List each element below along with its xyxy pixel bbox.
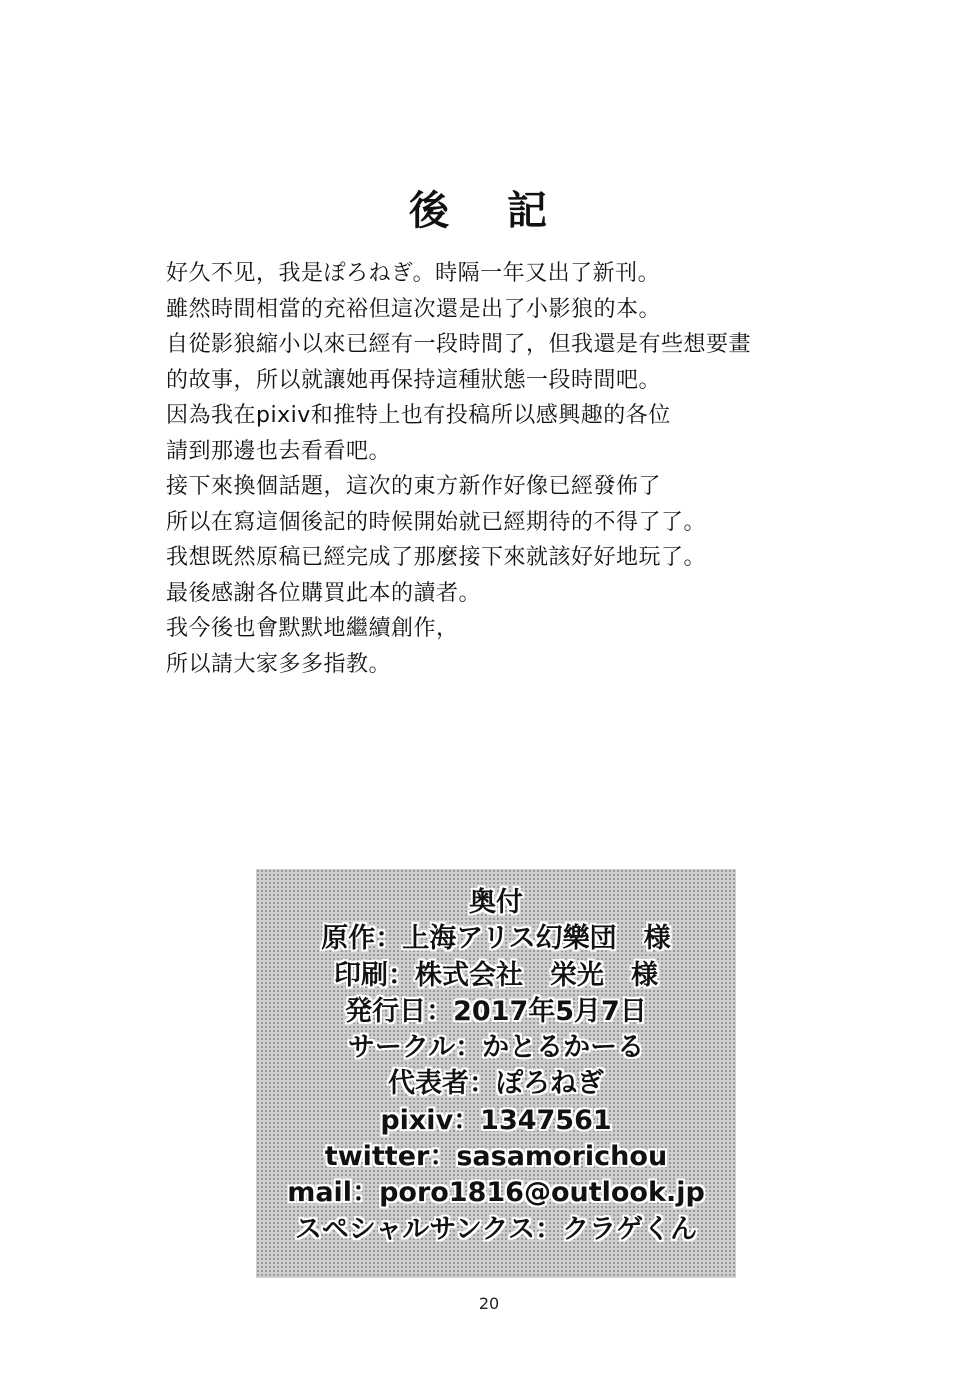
colophon-box — [256, 869, 736, 1278]
afterword-line: 我今後也會默默地繼續創作， — [166, 616, 459, 641]
colophon-circle: サークル：かとるかーる — [347, 1032, 645, 1064]
afterword-line: 所以請大家多多指教。 — [166, 651, 392, 677]
afterword-line: 的故事，所以就讓她再保持這種狀態一段時間吧。 — [166, 367, 662, 393]
afterword-line: 雖然時間相當的充裕但這次還是出了小影狼的本。 — [166, 296, 662, 322]
colophon-twitter: twitter：sasamorichou — [324, 1141, 668, 1173]
afterword-line: 所以在寫這個後記的時候開始就已經期待的不得了了。 — [166, 509, 707, 535]
colophon-special-thanks: スペシャルサンクス：クラゲくん — [294, 1213, 698, 1245]
colophon-original-work: 原作：上海アリス幻樂団 様 — [321, 923, 671, 955]
colophon-heading: 奥付 — [469, 887, 523, 918]
afterword-line: 自從影狼縮小以來已經有一段時間了，但我還是有些想要畫 — [166, 332, 752, 357]
afterword-line: 因為我在pixiv和推特上也有投稿所以感興趣的各位 — [166, 403, 671, 428]
afterword-text — [166, 256, 751, 682]
afterword-line: 好久不见，我是ぽろねぎ。時隔一年又出了新刊。 — [166, 261, 661, 286]
afterword-line: 接下來換個話題，這次的東方新作好像已經發佈了 — [166, 474, 662, 499]
colophon-pixiv: pixiv：1347561 — [380, 1104, 612, 1136]
page-number: 20 — [478, 1294, 500, 1313]
colophon-printing: 印刷：株式会社 栄光 様 — [334, 959, 658, 991]
colophon-mail: mail：poro1816@outlook.jp — [287, 1177, 705, 1209]
afterword-line: 我想既然原稿已經完成了那麼接下來就該好好地玩了。 — [166, 545, 707, 570]
afterword-line: 最後感謝各位購買此本的讀者。 — [166, 580, 482, 606]
afterword-line: 請到那邊也去看看吧。 — [166, 438, 392, 464]
colophon-publish-date: 発行日：2017年5月7日 — [345, 995, 647, 1027]
colophon-representative: 代表者：ぽろねぎ — [388, 1068, 604, 1100]
afterword-title: 後 記 — [409, 188, 569, 234]
